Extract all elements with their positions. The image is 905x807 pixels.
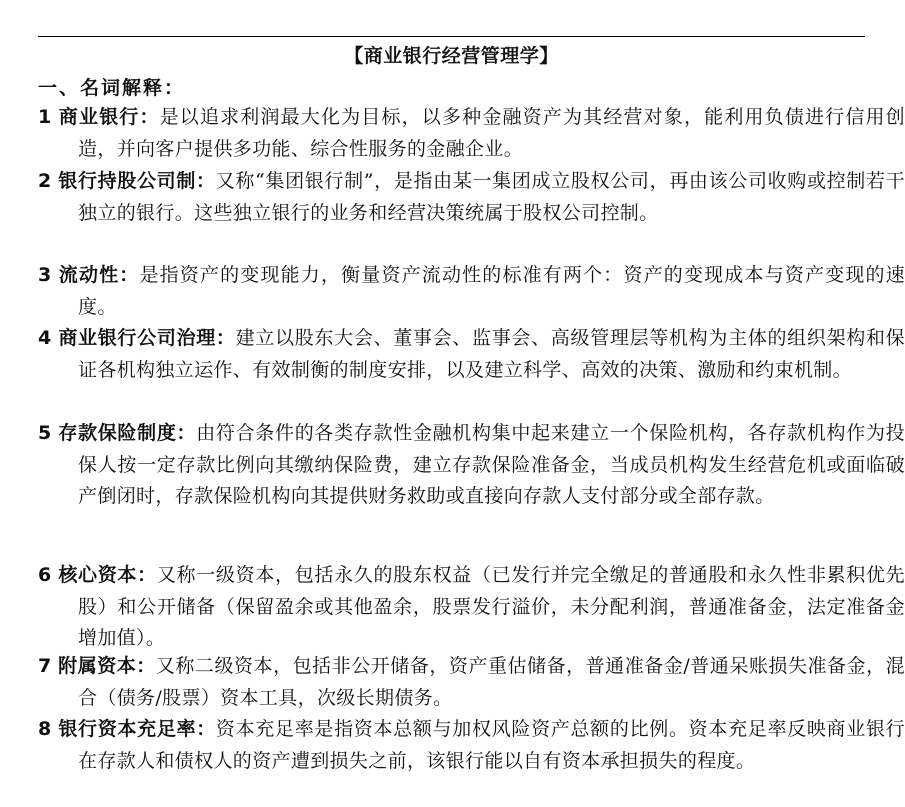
entry-term: 流动性： (58, 264, 140, 286)
entry-number: 5 (38, 422, 52, 444)
definition-entry-8 (38, 714, 905, 777)
entry-number: 6 (38, 564, 52, 586)
entry-number: 8 (38, 718, 52, 740)
entry-term: 银行资本充足率： (58, 718, 216, 740)
entry-definition: 是以追求利润最大化为目标，以多种金融资产为其经营对象，能利用负债进行信用创造，并向客户提供多功能、综合性服务的金融企业。 (78, 106, 905, 160)
definition-entry-6 (38, 560, 905, 655)
entry-definition: 又称二级资本，包括非公开储备，资产重估储备，普通准备金/普通呆账损失准备金，混合（债务/股票）资本工具，次级长期债务。 (78, 655, 905, 709)
entry-number: 3 (38, 264, 52, 286)
entry-term: 商业银行公司治理： (58, 327, 236, 349)
entry-number: 7 (38, 655, 52, 677)
entry-term: 核心资本： (58, 564, 157, 586)
entry-definition: 又称一级资本，包括永久的股东权益（已发行并完全缴足的普通股和永久性非累积优先股）和公开储备（保留盈余或其他盈余，股票发行溢价，未分配利润，普通准备金，法定准备金增加值）。 (78, 564, 905, 649)
entry-term: 附属资本： (58, 655, 156, 677)
entry-number: 2 (38, 170, 52, 192)
entry-term: 商业银行： (58, 106, 160, 128)
header-rule (38, 36, 865, 37)
entry-definition: 由符合条件的各类存款性金融机构集中起来建立一个保险机构，各存款机构作为投保人按一定存款比例向其缴纳保险费，建立存款保险准备金，当成员机构发生经营危机或面临破产倒闭时，存款保险机构向其提供财务救助或直接向存款人支付部分或全部存款。 (78, 422, 905, 507)
entry-definition: 是指资产的变现能力，衡量资产流动性的标准有两个：资产的变现成本与资产变现的速度。 (78, 264, 905, 318)
definition-entry-4 (38, 323, 905, 386)
definition-entry-1 (38, 102, 905, 165)
entry-term: 存款保险制度： (58, 422, 197, 444)
definition-entry-5 (38, 418, 905, 513)
entry-definition: 建立以股东大会、董事会、监事会、高级管理层等机构为主体的组织架构和保证各机构独立运作、有效制衡的制度安排，以及建立科学、高效的决策、激励和约束机制。 (78, 327, 905, 381)
entry-definition: 又称“集团银行制”，是指由某一集团成立股权公司，再由该公司收购或控制若干独立的银行。这些独立银行的业务和经营决策统属于股权公司控制。 (78, 170, 905, 224)
section-heading: 一、名词解释： (38, 77, 186, 99)
definition-entry-3 (38, 260, 905, 323)
entry-definition: 资本充足率是指资本总额与加权风险资产总额的比例。资本充足率反映商业银行在存款人和债权人的资产遭到损失之前，该银行能以自有资本承担损失的程度。 (78, 718, 905, 772)
entry-number: 4 (38, 327, 52, 349)
document-title: 【商业银行经营管理学】 (344, 45, 559, 67)
definition-entry-2 (38, 166, 905, 229)
entry-number: 1 (38, 106, 52, 128)
entry-term: 银行持股公司制： (58, 170, 216, 192)
definition-entry-7 (38, 651, 905, 714)
